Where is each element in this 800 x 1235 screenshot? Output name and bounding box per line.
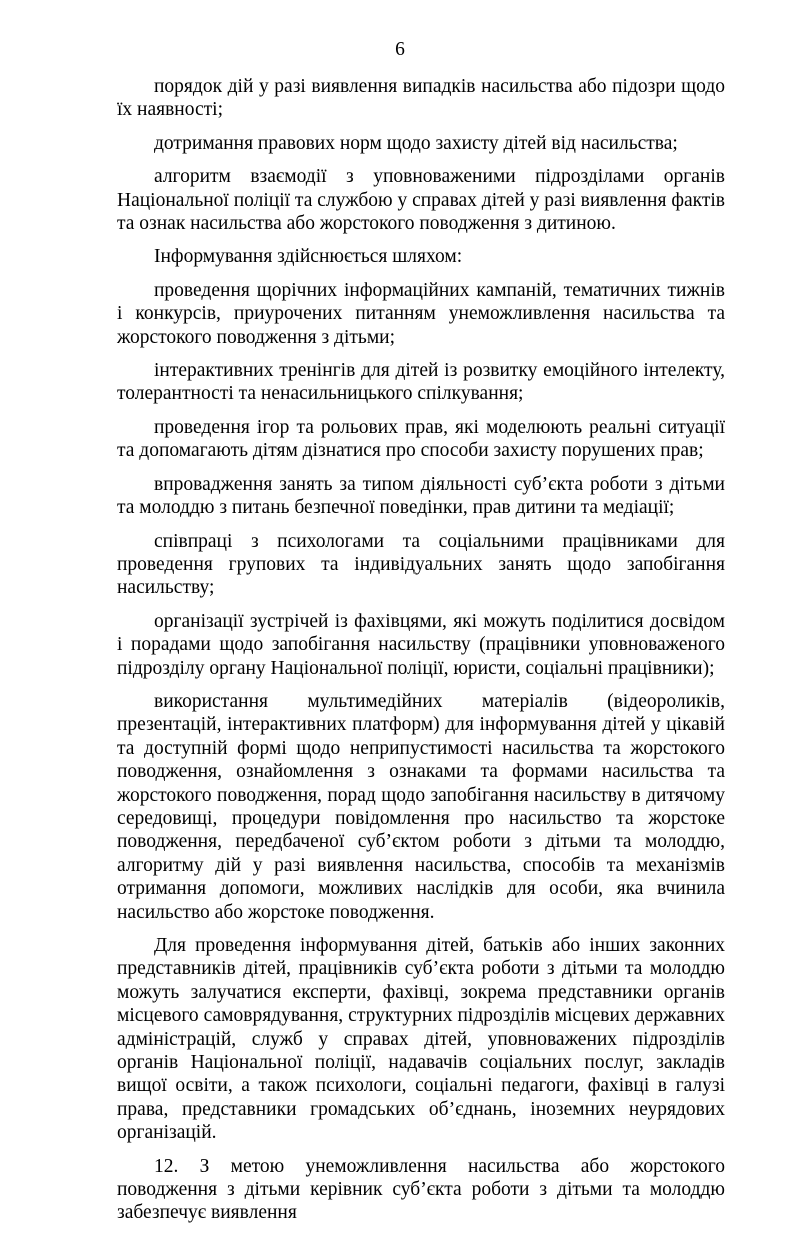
paragraph-role-games: проведення ігор та рольових прав, які моделюють реальні ситуації та допомагають дітям дізнатися про способи захисту порушених прав; — [117, 416, 725, 462]
paragraph-annual-campaigns: проведення щорічних інформаційних кампаній, тематичних тижнів і конкурсів, приурочених питанням унеможливлення насильства та жорстокого поводження з дітьми; — [117, 279, 725, 348]
paragraph-interaction-algorithm: алгоритм взаємодії з уповноваженими підрозділами органів Національної поліції та службою у справах дітей у разі виявлення фактів та ознак насильства або жорстокого поводження з дитиною. — [117, 166, 725, 235]
paragraph-interactive-trainings: інтерактивних тренінгів для дітей із розвитку емоційного інтелекту, толерантності та ненасильницького спілкування; — [117, 360, 725, 405]
paragraph-multimedia-materials: використання мультимедійних матеріалів (відеороликів, презентацій, інтерактивних платформ) для інформування дітей у цікавій та доступній формі щодо неприпустимості насильства та жорстокого поводження, ознайомлення з ознаками та формами насильства та жорстокого поводження, порад щодо запобігання насильству в дитячому середовищі, процедури повідомлення про насильство та жорстоке поводження, передбаченої суб’єктом роботи з дітьми та молоддю, алгоритму дій у разі виявлення насильства, способів та механізмів отримання допомоги, можливих наслідків для особи, яка вчинила насильство або жорстоке поводження. — [117, 690, 725, 923]
paragraph-psychologists-cooperation: співпраці з психологами та соціальними працівниками для проведення групових та індивідуальних занять щодо запобігання насильству; — [117, 530, 725, 599]
paragraph-expert-meetings: організації зустрічей із фахівцями, які можуть поділитися досвідом і порадами щодо запобігання насильству (працівники уповноваженого підрозділу органу Національної поліції, юристи, соціальні працівники); — [117, 610, 725, 679]
paragraph-response-procedure: порядок дій у разі виявлення випадків насильства або підозри щодо їх наявності; — [117, 76, 725, 121]
document-body — [117, 75, 725, 1235]
paragraph-legal-norms: дотримання правових норм щодо захисту дітей від насильства; — [154, 132, 678, 154]
paragraph-informing-methods-intro: Інформування здійснюється шляхом: — [154, 246, 463, 268]
paragraph-safe-behavior-classes: впровадження занять за типом діяльності суб’єкта роботи з дітьми та молоддю з питань безпечної поведінки, прав дитини та медіації; — [117, 473, 725, 519]
page-number: 6 — [395, 39, 405, 60]
paragraph-involved-experts: Для проведення інформування дітей, батьків або інших законних представників дітей, працівників суб’єкта роботи з дітьми та молоддю можуть залучатися експерти, фахівці, зокрема представники органів місцевого самоврядування, структурних підрозділів місцевих державних адміністрацій, служб у справах дітей, уповноважених підрозділів органів Національної поліції, надавачів соціальних послуг, закладів вищої освіти, а також психологи, соціальні педагоги, фахівці в галузі права, представники громадських об’єднань, іноземних неурядових організацій. — [117, 935, 725, 1144]
paragraph-section-12: 12. З метою унеможливлення насильства або жорстокого поводження з дітьми керівник суб’єкта роботи з дітьми та молоддю забезпечує виявлення — [117, 1155, 725, 1224]
